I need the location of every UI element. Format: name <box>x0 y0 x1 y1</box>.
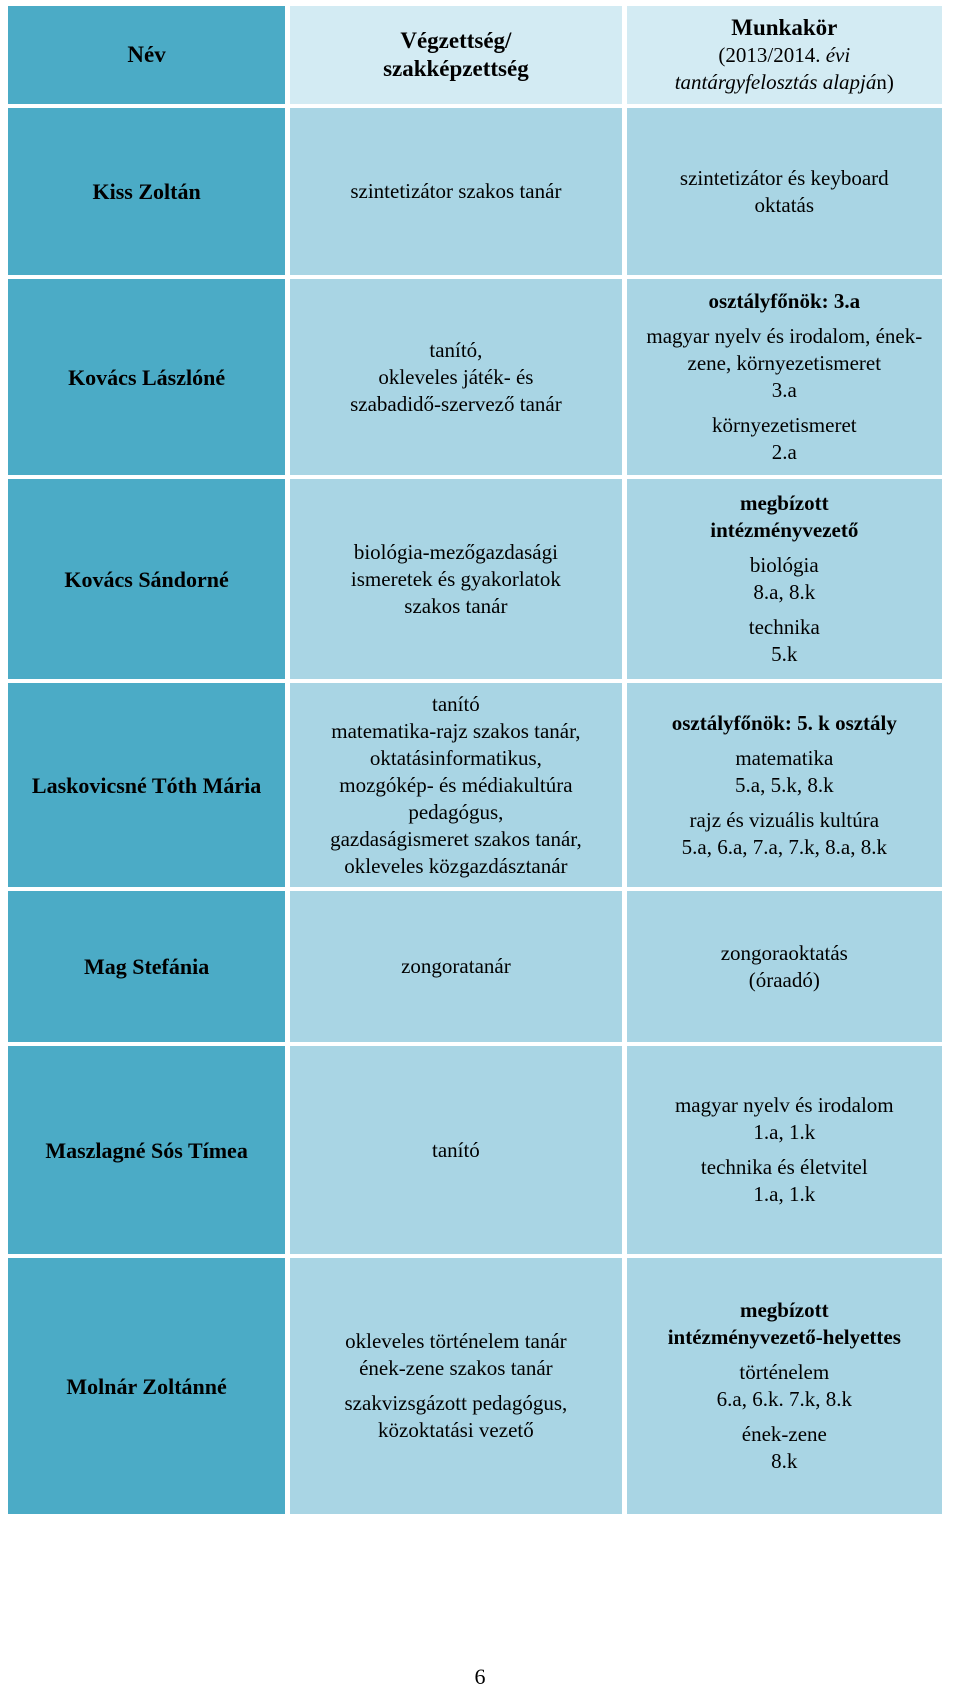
teacher-name: Kovács Lászlóné <box>8 279 285 475</box>
staff-table <box>3 2 947 1518</box>
header-name: Név <box>8 6 285 104</box>
teacher-name: Laskovicsné Tóth Mária <box>8 683 285 887</box>
job-cell: zongoraoktatás (óraadó) <box>627 891 942 1042</box>
qualification-cell: biológia-mezőgazdasági ismeretek és gyakorlatok szakos tanár <box>290 479 621 679</box>
table-row <box>8 1046 942 1254</box>
qualification-cell: zongoratanár <box>290 891 621 1042</box>
header-job <box>627 6 942 104</box>
job-cell: osztályfőnök: 3.a magyar nyelv és irodalom, ének-zene, környezetismeret 3.a környezetismeret 2.a <box>627 279 942 475</box>
qualification-cell: szintetizátor szakos tanár <box>290 108 621 275</box>
job-cell: osztályfőnök: 5. k osztály matematika 5.a, 5.k, 8.k rajz és vizuális kultúra 5.a, 6.a, 7.a, 7.k, 8.a, 8.k <box>627 683 942 887</box>
page-number: 6 <box>474 1664 486 1689</box>
job-cell: szintetizátor és keyboard oktatás <box>627 108 942 275</box>
qualification-cell: okleveles történelem tanár ének-zene szakos tanár szakvizsgázott pedagógus, közoktatási vezető <box>290 1258 621 1514</box>
table-row <box>8 1258 942 1514</box>
job-cell: magyar nyelv és irodalom 1.a, 1.k technika és életvitel 1.a, 1.k <box>627 1046 942 1254</box>
header-job-sub: (2013/2014. évi tantárgyfelosztás alapján) <box>674 43 894 94</box>
header-qualification: Végzettség/ szakképzettség <box>290 6 621 104</box>
teacher-name: Maszlagné Sós Tímea <box>8 1046 285 1254</box>
qualification-cell: tanító matematika-rajz szakos tanár, oktatásinformatikus, mozgókép- és médiakultúra pedagógus, gazdaságismeret szakos tanár, okleveles közgazdásztanár <box>290 683 621 887</box>
table-row <box>8 108 942 275</box>
job-cell: megbízott intézményvezető biológia 8.a, 8.k technika 5.k <box>627 479 942 679</box>
table-row <box>8 479 942 679</box>
qualification-cell: tanító <box>290 1046 621 1254</box>
teacher-name: Kovács Sándorné <box>8 479 285 679</box>
header-row <box>8 6 942 104</box>
table-row <box>8 279 942 475</box>
qualification-cell: tanító, okleveles játék- és szabadidő-szervező tanár <box>290 279 621 475</box>
table-row <box>8 891 942 1042</box>
teacher-name: Kiss Zoltán <box>8 108 285 275</box>
teacher-name: Mag Stefánia <box>8 891 285 1042</box>
job-cell: megbízott intézményvezető-helyettes történelem 6.a, 6.k. 7.k, 8.k ének-zene 8.k <box>627 1258 942 1514</box>
teacher-name: Molnár Zoltánné <box>8 1258 285 1514</box>
table-row <box>8 683 942 887</box>
header-job-title: Munkakör <box>731 15 838 40</box>
